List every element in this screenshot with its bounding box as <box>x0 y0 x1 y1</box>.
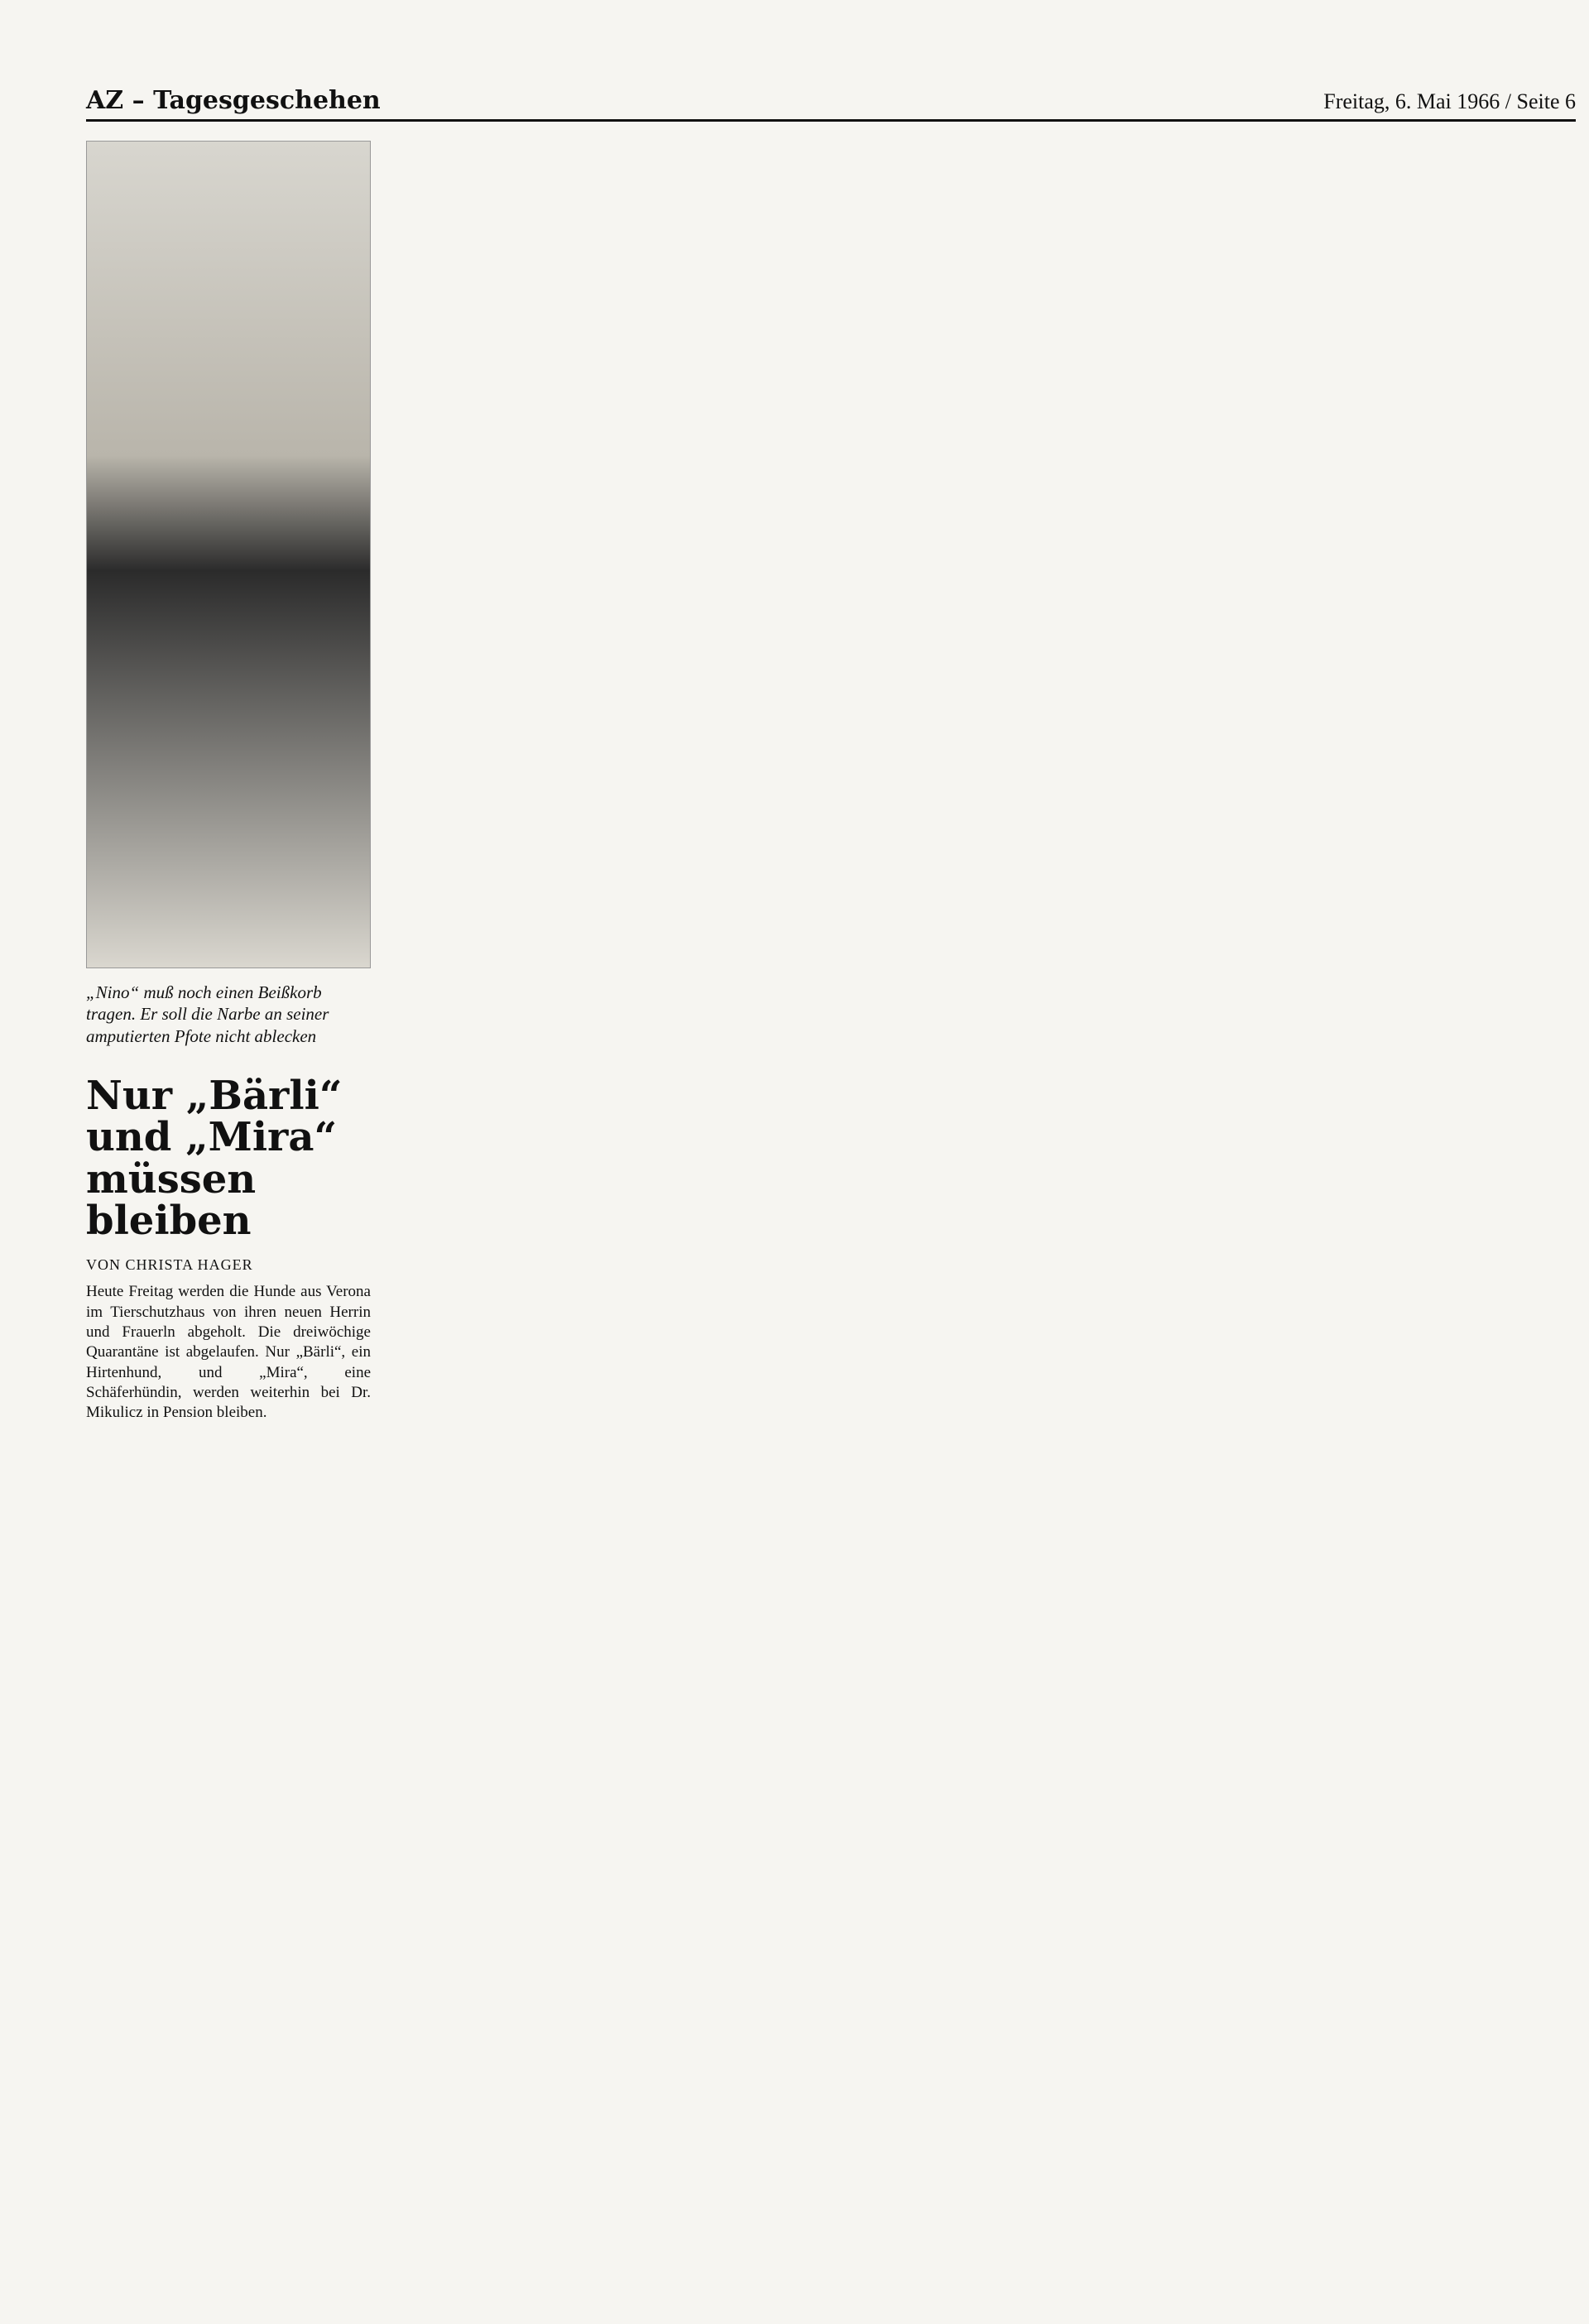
photo-caption: „Nino“ muß noch einen Beißkorb tragen. Er soll die Narbe an seiner amputierten Pfote nicht ablecken <box>86 982 329 1046</box>
page-date-and-number: Freitag, 6. Mai 1966 / Seite 6 <box>1323 89 1576 113</box>
article-byline: VON CHRISTA HAGER <box>86 1256 253 1274</box>
section-name: AZ – Tagesgeschehen <box>86 86 381 115</box>
article-body: Heute Freitag werden die Hunde aus Verona im Tierschutzhaus von ihren neuen Herrin und Frauerln abgeholt. Die dreiwöchige Quarantäne ist abgelaufen. Nur „Bärli“, ein Hirtenhund, und „Mira“, eine Schäferhündin, werden weiterhin bei Dr. Mikulicz in Pension bleiben. <box>86 1283 371 1422</box>
dog-photo <box>86 141 371 968</box>
article-headline: Nur „Bärli“ und „Mira“ müssen bleiben <box>86 1072 343 1244</box>
article-column <box>86 141 371 1424</box>
page-header <box>86 86 1576 122</box>
